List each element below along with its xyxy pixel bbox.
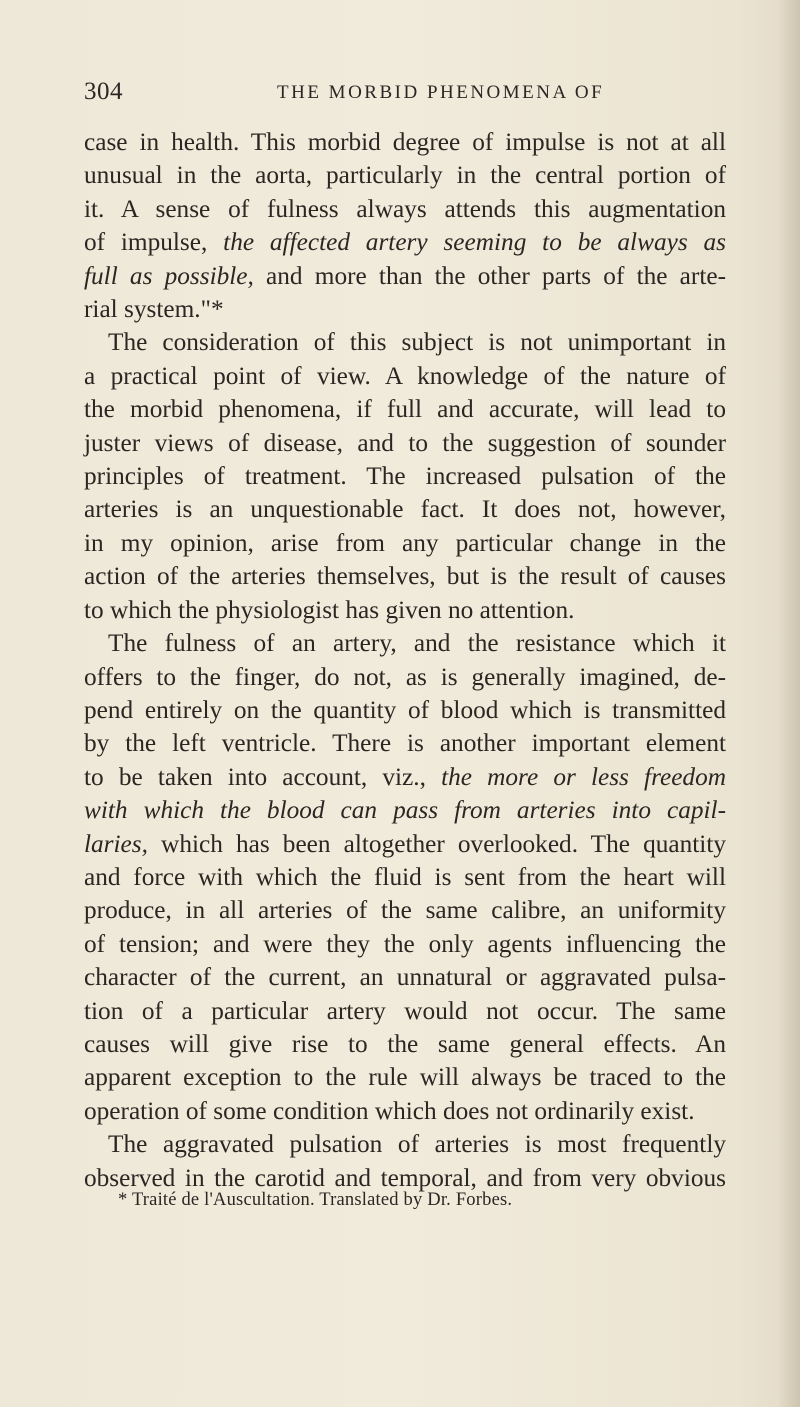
text-line: character of the current, an unnatural or aggravated pulsa- — [84, 963, 726, 992]
text-line: produce, in all arteries of the same calibre, an uniformity — [84, 896, 726, 925]
text-segment: of impulse, — [84, 228, 224, 257]
text-line: tion of a particular artery would not occur. The same — [84, 996, 726, 1025]
text-line: The consideration of this subject is not unimportant in — [108, 328, 726, 357]
text-line: The aggravated pulsation of arteries is most frequently — [108, 1130, 726, 1159]
body-text — [84, 126, 726, 1195]
running-head: THE MORBID PHENOMENA OF — [277, 82, 605, 103]
text-line — [84, 794, 726, 827]
text-line — [84, 226, 726, 259]
text-line: offers to the finger, do not, as is generally imagined, de- — [84, 662, 726, 691]
text-line: juster views of disease, and to the suggestion of sounder — [84, 428, 726, 457]
text-line: of tension; and were they the only agents influencing the — [84, 929, 726, 958]
text-line: the morbid phenomena, if full and accurate, will lead to — [84, 395, 726, 424]
text-segment: to be taken into account, viz., — [84, 762, 442, 791]
page-edge-shadow — [778, 0, 800, 1407]
text-line: apparent exception to the rule will always be traced to the — [84, 1063, 726, 1092]
text-segment: which has been altogether overlooked. The quantity — [147, 829, 726, 858]
text-line: and force with which the fluid is sent from the heart will — [84, 862, 726, 891]
text-line — [84, 761, 726, 794]
text-line — [84, 828, 726, 861]
text-line: observed in the carotid and temporal, and from very obvious — [84, 1163, 726, 1192]
text-line: arteries is an unquestionable fact. It does not, however, — [84, 495, 726, 524]
text-line: it. A sense of fulness always attends this augmentation — [84, 194, 726, 223]
text-line: rial system."* — [84, 295, 224, 324]
italic-phrase: the affected artery seeming to be always as — [223, 228, 726, 257]
text-line: action of the arteries themselves, but is the result of causes — [84, 562, 726, 591]
italic-phrase: the more or less freedom — [441, 762, 726, 791]
footnote: * Traité de l'Auscultation. Translated by Dr. Forbes. — [118, 1190, 513, 1210]
text-line: The fulness of an artery, and the resistance which it — [108, 629, 726, 658]
page-header — [84, 78, 724, 108]
text-line: by the left ventricle. There is another important element — [84, 729, 726, 758]
italic-phrase: laries, — [84, 829, 148, 858]
text-line: to which the physiologist has given no attention. — [84, 595, 575, 624]
text-line: in my opinion, arise from any particular change in the — [84, 528, 726, 557]
text-line: causes will give rise to the same general effects. An — [84, 1029, 726, 1058]
italic-phrase: full as possible, — [84, 261, 254, 290]
text-line: operation of some condition which does not ordinarily exist. — [84, 1096, 695, 1125]
page-number: 304 — [84, 78, 123, 105]
text-line: case in health. This morbid degree of impulse is not at all — [84, 128, 726, 156]
italic-phrase: with which the blood can pass from arteries into capil- — [84, 796, 726, 825]
text-line: pend entirely on the quantity of blood which is transmitted — [84, 695, 726, 724]
text-line: a practical point of view. A knowledge of the nature of — [84, 361, 726, 390]
text-segment: and more than the other parts of the arte- — [253, 261, 726, 290]
text-line — [84, 260, 726, 293]
text-line: unusual in the aorta, particularly in the central portion of — [84, 161, 726, 190]
text-line: principles of treatment. The increased pulsation of the — [84, 462, 726, 491]
